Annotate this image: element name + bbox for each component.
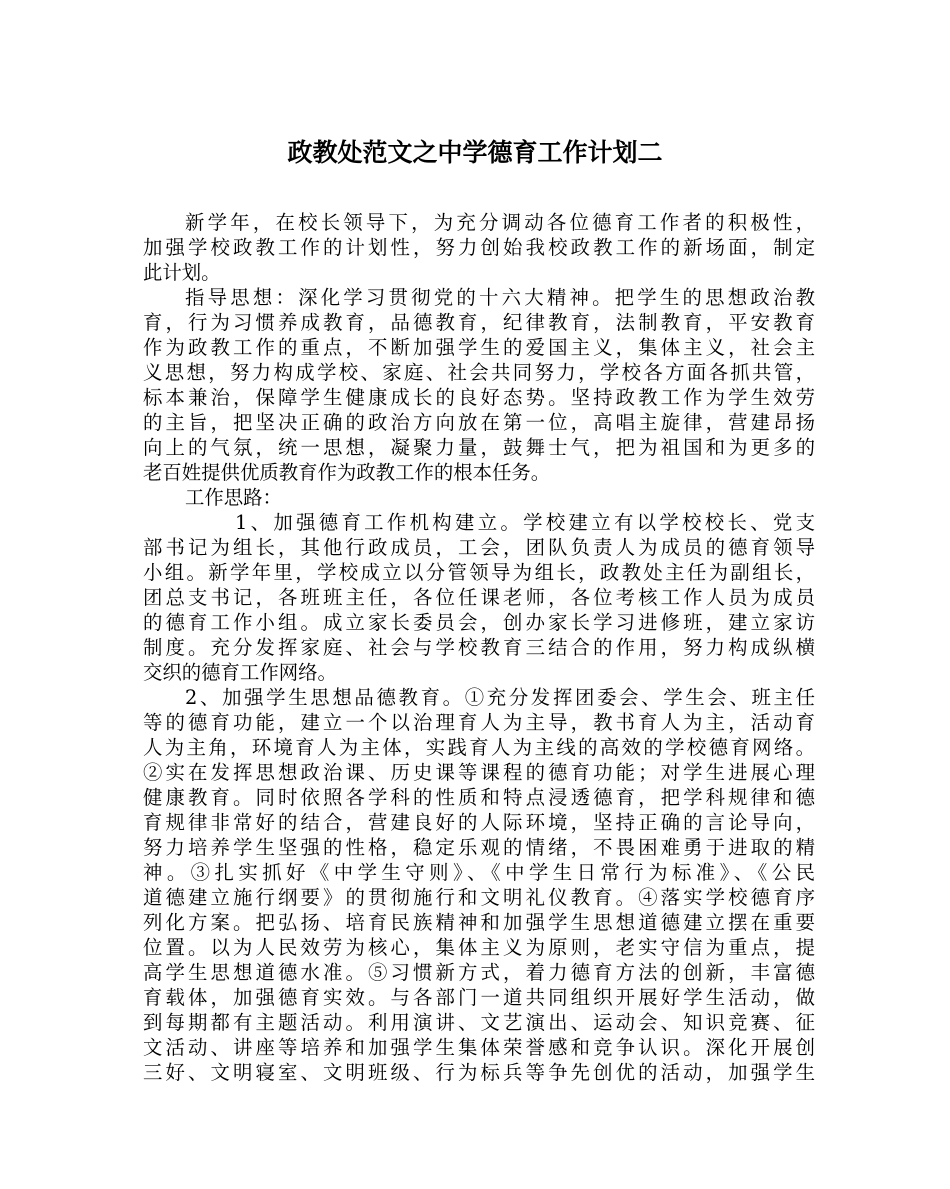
body-line: 1、加强德育工作机构建立。学校建立有以学校校长、党支 <box>235 511 815 534</box>
body-line: 作为政教工作的重点，不断加强学生的爱国主义，集体主义，社会主 <box>143 336 815 359</box>
body-line: 交织的德育工作网络。 <box>143 661 337 684</box>
body-line: 列化方案。把弘扬、培育民族精神和加强学生思想道德建立摆在重要 <box>143 911 815 934</box>
body-line: 的主旨，把坚决正确的政治方向放在第一位，高唱主旋律，营建昂扬 <box>143 411 815 434</box>
body-line: 文活动、讲座等培养和加强学生集体荣誉感和竞争认识。深化开展创 <box>143 1036 815 1059</box>
body-line: 健康教育。同时依照各学科的性质和特点浸透德育，把学科规律和德 <box>143 786 815 809</box>
body-line: 三好、文明寝室、文明班级、行为标兵等争先创优的活动，加强学生 <box>143 1061 815 1084</box>
body-line: 等的德育功能，建立一个以治理育人为主导，教书育人为主，活动育 <box>143 711 815 734</box>
body-line: 新学年，在校长领导下，为充分调动各位德育工作者的积极性， <box>185 211 815 234</box>
body-line: 育，行为习惯养成教育，品德教育，纪律教育，法制教育，平安教育 <box>143 311 815 334</box>
body-line: 2、加强学生思想品德教育。①充分发挥团委会、学生会、班主任 <box>185 686 815 709</box>
body-line: ②实在发挥思想政治课、历史课等课程的德育功能；对学生进展心理 <box>143 761 815 784</box>
body-line: 到每期都有主题活动。利用演讲、文艺演出、运动会、知识竞赛、征 <box>143 1011 815 1034</box>
body-line: 努力培养学生坚强的性格，稳定乐观的情绪，不畏困难勇于进取的精 <box>143 836 815 859</box>
body-line: 此计划。 <box>143 261 221 284</box>
body-line: 部书记为组长，其他行政成员，工会，团队负责人为成员的德育领导 <box>143 536 815 559</box>
body-line: 加强学校政教工作的计划性，努力创始我校政教工作的新场面，制定 <box>143 236 815 259</box>
body-line: 神。③扎实抓好《中学生守则》、《中学生日常行为标准》、《公民 <box>143 861 815 884</box>
body-line: 高学生思想道德水准。⑤习惯新方式，着力德育方法的创新，丰富德 <box>143 961 815 984</box>
body-line: 道德建立施行纲要》的贯彻施行和文明礼仪教育。④落实学校德育序 <box>143 886 815 909</box>
body-line: 人为主角，环境育人为主体，实践育人为主线的高效的学校德育网络。 <box>143 736 815 759</box>
body-line: 老百姓提供优质教育作为政教工作的根本任务。 <box>143 461 551 484</box>
body-line: 制度。充分发挥家庭、社会与学校教育三结合的作用，努力构成纵横 <box>143 636 815 659</box>
body-line: 育规律非常好的结合，营建良好的人际环境，坚持正确的言论导向， <box>143 811 815 834</box>
body-line: 位置。以为人民效劳为核心，集体主义为原则，老实守信为重点，提 <box>143 936 815 959</box>
body-line: 义思想，努力构成学校、家庭、社会共同努力，学校各方面各抓共管， <box>143 361 815 384</box>
body-line: 的德育工作小组。成立家长委员会，创办家长学习进修班，建立家访 <box>143 611 815 634</box>
body-line: 向上的气氛，统一思想，凝聚力量，鼓舞士气，把为祖国和为更多的 <box>143 436 815 459</box>
body-line: 团总支书记，各班班主任，各位任课老师，各位考核工作人员为成员 <box>143 586 815 609</box>
document-title: 政教处范文之中学德育工作计划二 <box>287 138 663 167</box>
body-line: 指导思想：深化学习贯彻党的十六大精神。把学生的思想政治教 <box>185 286 815 309</box>
body-line: 工作思路： <box>185 486 282 509</box>
body-line: 小组。新学年里，学校成立以分管领导为组长，政教处主任为副组长， <box>143 561 815 584</box>
document-body <box>143 210 815 1085</box>
body-line: 育载体，加强德育实效。与各部门一道共同组织开展好学生活动，做 <box>143 986 815 1009</box>
body-line: 标本兼治，保障学生健康成长的良好态势。坚持政教工作为学生效劳 <box>143 386 815 409</box>
